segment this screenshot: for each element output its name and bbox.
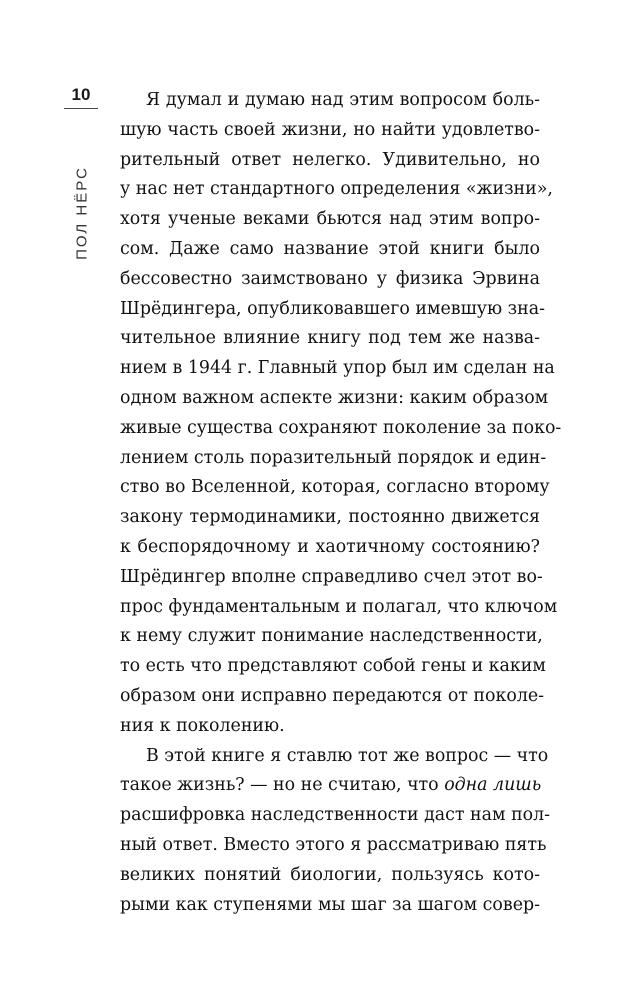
text-line: Шрёдингера, опубликовавшего имевшую зна- bbox=[120, 298, 545, 319]
running-head-author: ПОЛ НЁРС bbox=[73, 166, 91, 260]
text-line: великих понятий биологии, пользуясь кото- bbox=[120, 864, 540, 885]
text-line: закону термодинамики, постоянно движется bbox=[120, 507, 540, 528]
text-line: рительный ответ нелегко. Удивительно, но bbox=[120, 149, 540, 170]
text-line: бессовестно заимствовано у физика Эрвина bbox=[120, 268, 540, 289]
text-line: рыми как ступенями мы шаг за шагом совер- bbox=[120, 894, 540, 915]
text-line: живые существа сохраняют поколение за поко- bbox=[120, 417, 562, 438]
text-line: лением столь поразительный порядок и един- bbox=[120, 447, 547, 468]
paragraph-2-rest bbox=[120, 801, 551, 920]
text-line: Я думал и думаю над этим вопросом боль- bbox=[146, 90, 540, 110]
text-line: у нас нет стандартного определения «жизни», bbox=[120, 179, 553, 200]
italic-emphasis: одна лишь bbox=[444, 775, 542, 796]
text-line: то есть что представляют собой гены и каким bbox=[120, 656, 546, 677]
text-line: к нему служит понимание наследственности, bbox=[120, 626, 543, 647]
text-line: ный ответ. Вместо этого я рассматриваю пять bbox=[120, 834, 547, 855]
text-line: к беспорядочному и хаотичному состоянию? bbox=[120, 536, 540, 557]
text-line: ния к поколению. bbox=[120, 715, 285, 736]
text-line: чительное влияние книгу под тем же назва- bbox=[120, 328, 540, 349]
paragraph-2 bbox=[120, 742, 551, 921]
text-line: шую часть своей жизни, но найти удовлетво- bbox=[120, 119, 540, 140]
paragraph-1 bbox=[120, 86, 562, 742]
text-line: сом. Даже само название этой книги было bbox=[120, 238, 540, 259]
text-line bbox=[120, 771, 540, 801]
page-number: 10 bbox=[71, 85, 91, 104]
text-line: ство во Вселенной, которая, согласно второму bbox=[120, 477, 550, 498]
text-line: одном важном аспекте жизни: каким образом bbox=[120, 387, 549, 408]
text-line: нием в 1944 г. Главный упор был им сделан на bbox=[120, 358, 555, 379]
text-line: хотя ученые веками бьются над этим вопро- bbox=[120, 209, 540, 230]
page-number-rule bbox=[64, 108, 98, 109]
text-line-part: такое жизнь? — но не считаю, что bbox=[120, 775, 445, 796]
text-line: расшифровка наследственности даст нам пол- bbox=[120, 805, 551, 826]
text-line: прос фундаментальным и полагал, что ключом bbox=[120, 596, 558, 617]
body-text bbox=[120, 86, 562, 920]
text-line: образом они исправно передаются от поколе- bbox=[120, 685, 545, 706]
text-line: Шрёдингер вполне справедливо счел этот во- bbox=[120, 566, 543, 587]
text-line: В этой книге я ставлю тот же вопрос — что bbox=[146, 745, 549, 766]
